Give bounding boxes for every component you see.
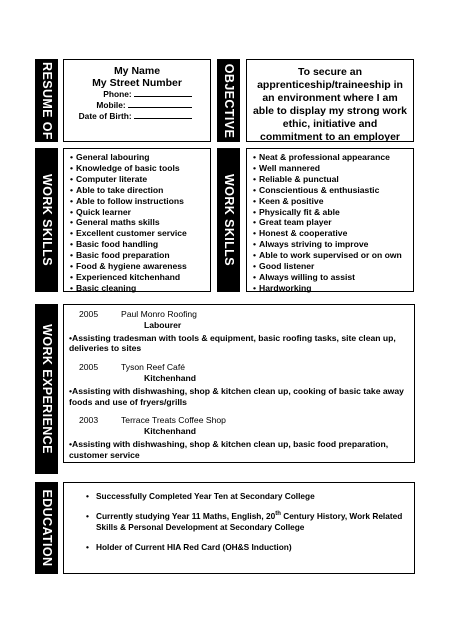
mobile-field: Mobile: [64, 100, 210, 111]
work-skills-list-left [70, 152, 210, 294]
job-role: Kitchenhand [144, 426, 197, 437]
date-of-birth-field: Date of Birth: [64, 111, 210, 122]
skill-item: • Neat & professional appearance [253, 152, 413, 163]
resume-of-tab [35, 59, 58, 142]
education-list [64, 491, 408, 553]
street-address: My Street Number [92, 77, 182, 89]
contact-block [63, 59, 211, 142]
skill-item: • Able to follow instructions [70, 196, 210, 207]
education-box [63, 482, 415, 574]
skill-item: • Excellent customer service [70, 228, 210, 239]
work-skills-label-right: WORK SKILLS [221, 174, 236, 266]
objective-box [246, 59, 414, 142]
job-company: Paul Monro Roofing [121, 309, 197, 319]
skill-item: • Always striving to improve [253, 239, 413, 250]
objective-text: To secure an apprenticeship/traineeship in an environment where I am able to display my strong work ethic, initiative and commitment to an employer [252, 66, 408, 143]
work-skills-box-right [246, 148, 414, 292]
skill-item: • Experienced kitchenhand [70, 272, 210, 283]
job-duty: • Assisting with dishwashing, shop & kitchen clean up, basic food preparation, customer service [69, 439, 409, 461]
job-entry [69, 362, 409, 407]
objective-label: OBJECTIVE [221, 63, 236, 138]
skill-item: • Physically fit & able [253, 207, 413, 218]
education-item: • Holder of Current HIA Red Card (OH&S Induction) [86, 542, 292, 552]
job-entry [69, 415, 409, 460]
phone-field: Phone: [64, 89, 210, 100]
education-label: EDUCATION [39, 489, 54, 567]
skill-item: • Reliable & punctual [253, 174, 413, 185]
work-experience-tab [35, 304, 58, 474]
skill-item: • Keen & positive [253, 196, 413, 207]
resume-of-label: RESUME OF [39, 61, 54, 140]
work-experience-box [63, 304, 415, 463]
skill-item: • Basic food preparation [70, 250, 210, 261]
job-duty: • Assisting tradesman with tools & equipment, basic roofing tasks, site clean up, deliveries to sites [69, 333, 409, 355]
job-year: 2003 [79, 415, 99, 426]
education-item: • Successfully Completed Year Ten at Secondary College [86, 491, 315, 501]
skill-item: • Well mannered [253, 163, 413, 174]
skill-item: • Able to work supervised or on own [253, 250, 413, 261]
work-skills-tab-left [35, 148, 58, 292]
skill-item: • Basic cleaning [70, 283, 210, 294]
job-role: Labourer [144, 319, 182, 330]
skill-item: • Good listener [253, 261, 413, 272]
skill-item: • Hardworking [253, 283, 413, 294]
skill-item: • General maths skills [70, 217, 210, 228]
education-tab [35, 482, 58, 574]
skill-item: • Able to take direction [70, 185, 210, 196]
work-skills-tab-right [217, 148, 240, 292]
skill-item: • Always willing to assist [253, 272, 413, 283]
job-company: Terrace Treats Coffee Shop [121, 415, 226, 426]
work-experience-label: WORK EXPERIENCE [39, 324, 54, 454]
work-skills-label-left: WORK SKILLS [39, 174, 54, 266]
skill-item: • Honest & cooperative [253, 228, 413, 239]
skill-item: • Computer literate [70, 174, 210, 185]
job-company: Tyson Reef Café [121, 362, 186, 373]
job-year: 2005 [79, 362, 99, 373]
skill-item: • Knowledge of basic tools [70, 163, 210, 174]
skill-item: • Food & hygiene awareness [70, 261, 210, 272]
skill-item: • Basic food handling [70, 239, 210, 250]
work-skills-box-left [63, 148, 211, 292]
skill-item: • Conscientious & enthusiastic [253, 185, 413, 196]
job-entry [69, 309, 409, 354]
skill-item: • Great team player [253, 217, 413, 228]
work-skills-list-right [253, 152, 413, 294]
education-item: • Currently studying Year 11 Maths, English, 20th Century History, Work Related Skills & Personal Development at Secondary College [86, 511, 403, 532]
job-year: 2005 [79, 309, 99, 319]
objective-tab [217, 59, 240, 142]
applicant-name: My Name [113, 65, 161, 77]
skill-item: • General labouring [70, 152, 210, 163]
job-role: Kitchenhand [144, 372, 197, 383]
job-duty: • Assisting with dishwashing, shop & kitchen clean up, cooking of basic take away foods and use of fryers/grills [69, 386, 409, 408]
skill-item: • Quick learner [70, 207, 210, 218]
